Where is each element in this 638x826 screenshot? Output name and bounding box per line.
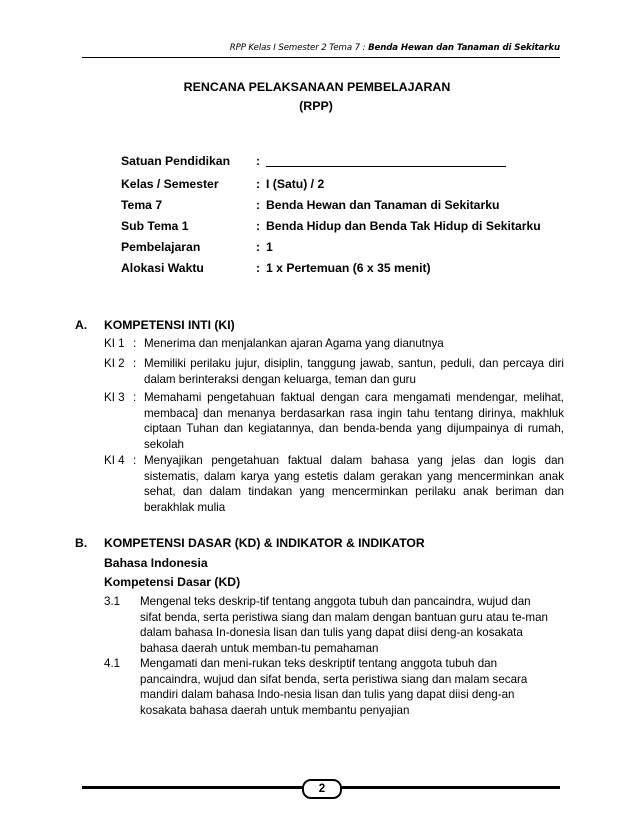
identity-value <box>266 154 506 167</box>
identity-label: Alokasi Waktu <box>121 261 204 275</box>
identity-label: Sub Tema 1 <box>121 219 189 233</box>
running-header-theme: Benda Hewan dan Tanaman di Sekitarku <box>368 43 560 53</box>
identity-blank-field <box>266 154 506 170</box>
identity-colon: : <box>256 177 261 191</box>
ki-colon: : <box>133 357 137 370</box>
identity-value: Benda Hidup dan Benda Tak Hidup di Sekitarku <box>266 219 541 233</box>
section-b-letter: B. <box>75 536 88 550</box>
section-b-title: KOMPETENSI DASAR (KD) & INDIKATOR & INDIKATOR <box>104 536 425 550</box>
identity-value: I (Satu) / 2 <box>266 177 325 191</box>
page-number: 2 <box>302 779 342 799</box>
identity-value: 1 x Pertemuan (6 x 35 menit) <box>266 261 431 275</box>
identity-label: Tema 7 <box>121 198 163 212</box>
ki-text: Menerima dan menjalankan ajaran Agama yang dianutnya <box>144 337 444 350</box>
document-subtitle: (RPP) <box>299 99 333 113</box>
identity-colon: : <box>256 154 261 168</box>
subject-heading: Bahasa Indonesia <box>104 556 208 570</box>
identity-label: Satuan Pendidikan <box>121 154 231 168</box>
identity-value: 1 <box>266 240 273 254</box>
running-header-plain: RPP Kelas I Semester 2 Tema 7 : <box>229 43 366 53</box>
identity-colon: : <box>256 261 261 275</box>
kd-code: 4.1 <box>104 657 121 670</box>
ki-code: KI 1 <box>104 337 125 350</box>
kd-text: Mengamati dan meni-rukan teks deskriptif tentang anggota tubuh dan pancaindra, wujud dan sifat benda, serta peristiwa siang dan malam secara mandiri dalam bahasa Indo-nesia lisan dan tulis yang dapat diisi deng-an kosakata bahasa daerah untuk membantu penyajian <box>140 657 528 717</box>
ki-code: KI 3 <box>104 391 125 404</box>
ki-text: Memahami pengetahuan faktual dengan cara mengamati mendengar, melihat, membaca] dan menanya berdasarkan rasa ingin tahu tentang dirinya, makhluk ciptaan Tuhan dan kegiatannya, dan benda-benda yang dijumpainya di rumah, sekolah <box>144 391 564 451</box>
ki-colon: : <box>133 391 137 404</box>
ki-code: KI 4 <box>104 454 125 467</box>
identity-colon: : <box>256 219 261 233</box>
section-a-letter: A. <box>75 318 88 332</box>
section-a-title: KOMPETENSI INTI (KI) <box>104 318 235 332</box>
kd-heading: Kompetensi Dasar (KD) <box>104 575 241 589</box>
identity-colon: : <box>256 240 261 254</box>
ki-text: Memiliki perilaku jujur, disiplin, tanggung jawab, santun, peduli, dan percaya diri dalam berinteraksi dengan keluarga, teman dan guru <box>144 357 564 386</box>
ki-colon: : <box>133 337 137 350</box>
identity-colon: : <box>256 198 261 212</box>
document-title: RENCANA PELAKSANAAN PEMBELAJARAN <box>183 80 451 94</box>
ki-colon: : <box>133 454 137 467</box>
kd-text: Mengenal teks deskrip-tif tentang anggota tubuh dan pancaindra, wujud dan sifat benda, serta peristiwa siang dan malam dengan bantuan guru atau te-man dalam bahasa In-donesia lisan dan tulis yang dapat diisi deng-an kosakata bahasa daerah untuk memban-tu pemahaman <box>140 595 548 655</box>
ki-text: Menyajikan pengetahuan faktual dalam bahasa yang jelas dan logis dan sistematis, dalam karya yang estetis dalam gerakan yang mencerminkan anak sehat, dan dalam tindakan yang mencerminkan perilaku anak beriman dan berakhlak mulia <box>144 454 564 514</box>
header-rule <box>82 57 560 58</box>
kd-code: 3.1 <box>104 595 121 608</box>
identity-label: Pembelajaran <box>121 240 201 254</box>
identity-value: Benda Hewan dan Tanaman di Sekitarku <box>266 198 500 212</box>
ki-code: KI 2 <box>104 357 125 370</box>
identity-label: Kelas / Semester <box>121 177 219 191</box>
running-header <box>0 43 560 53</box>
